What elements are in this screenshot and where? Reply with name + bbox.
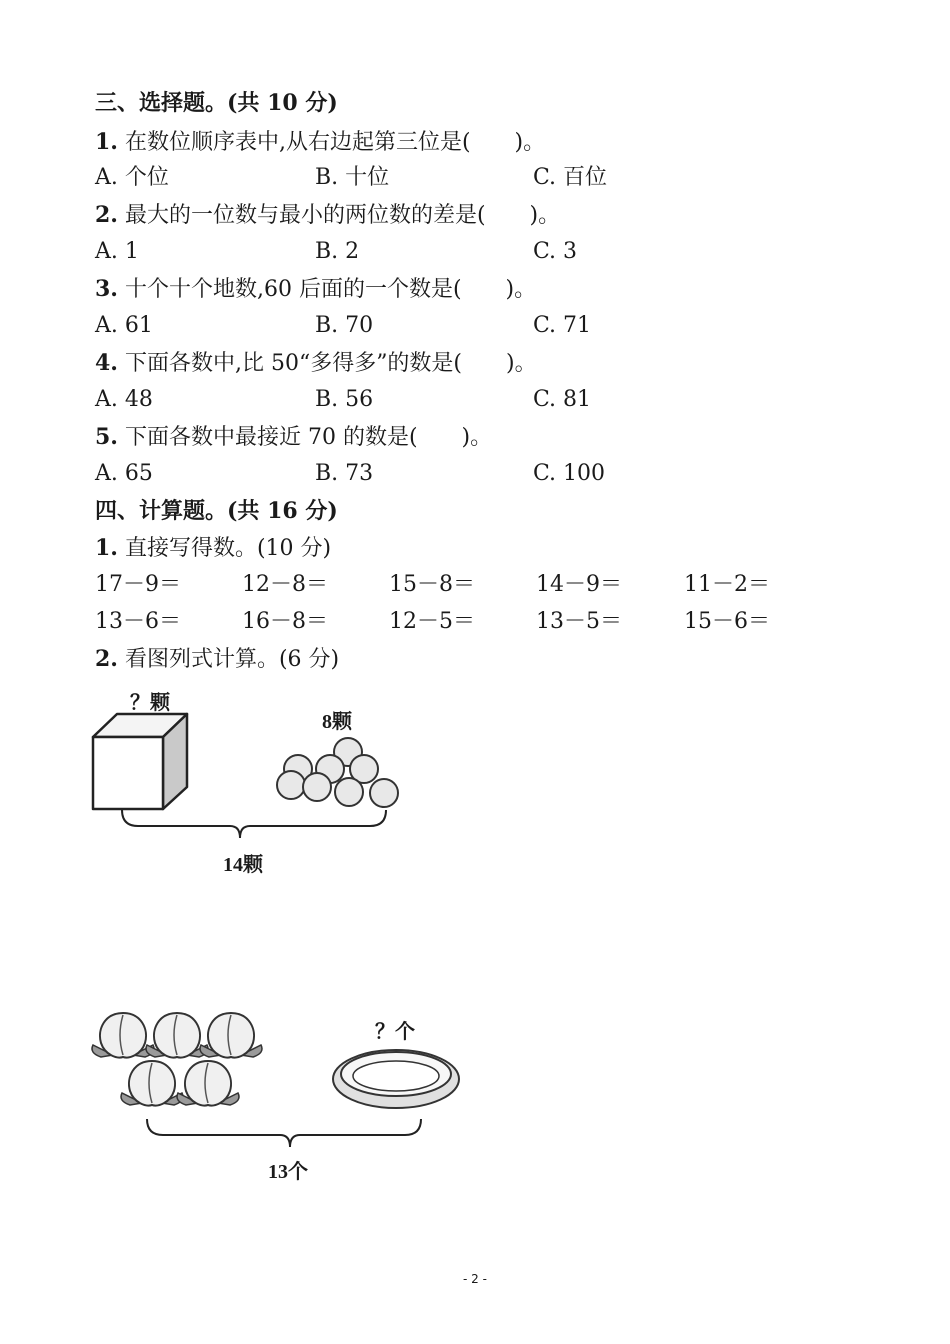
option-c[interactable]: C. 3 bbox=[533, 239, 578, 264]
option-c[interactable]: C. 百位 bbox=[533, 165, 608, 190]
section4-heading: 四、计算题。(共 16 分) bbox=[95, 498, 338, 524]
peaches-icon bbox=[92, 1013, 262, 1105]
total-count-label: 14颗 bbox=[223, 854, 263, 876]
question-text: 看图列式计算。(6 分) bbox=[117, 647, 340, 672]
option-b[interactable]: B. 56 bbox=[315, 387, 374, 412]
known-count-label: 8颗 bbox=[322, 711, 352, 733]
question-number: 4. bbox=[95, 350, 118, 376]
expression: 17－9＝ bbox=[95, 572, 181, 597]
expression: 15－6＝ bbox=[684, 609, 770, 634]
question-number: 2. bbox=[95, 646, 118, 672]
option-a[interactable]: A. 65 bbox=[95, 461, 153, 486]
question-text: 直接写得数。(10 分) bbox=[117, 536, 332, 561]
unknown-count-label: ？颗 bbox=[130, 692, 170, 714]
section3-heading: 三、选择题。(共 10 分) bbox=[95, 90, 338, 116]
option-a[interactable]: A. 48 bbox=[95, 387, 153, 412]
page-number: - 2 - bbox=[463, 1272, 487, 1286]
question-text: 下面各数中,比 50“多得多”的数是( )。 bbox=[117, 351, 537, 376]
question-text: 最大的一位数与最小的两位数的差是( )。 bbox=[117, 203, 561, 228]
question-text: 下面各数中最接近 70 的数是( )。 bbox=[117, 425, 493, 450]
option-b[interactable]: B. 73 bbox=[315, 461, 374, 486]
question-text: 十个十个地数,60 后面的一个数是( )。 bbox=[117, 277, 537, 302]
question-number: 3. bbox=[95, 276, 118, 302]
option-c[interactable]: C. 81 bbox=[533, 387, 592, 412]
expression: 15－8＝ bbox=[389, 572, 475, 597]
total-count-label: 13个 bbox=[268, 1161, 308, 1183]
question-number: 1. bbox=[95, 129, 118, 155]
total-brace bbox=[147, 1119, 421, 1147]
unknown-count-label: ？个 bbox=[375, 1021, 415, 1043]
question-text: 在数位顺序表中,从右边起第三位是( )。 bbox=[117, 130, 546, 155]
option-c[interactable]: C. 71 bbox=[533, 313, 592, 338]
expression: 13－5＝ bbox=[536, 609, 622, 634]
option-a[interactable]: A. 61 bbox=[95, 313, 153, 338]
option-b[interactable]: B. 2 bbox=[315, 239, 360, 264]
question-number: 5. bbox=[95, 424, 118, 450]
option-b[interactable]: B. 十位 bbox=[315, 165, 390, 190]
expression: 16－8＝ bbox=[242, 609, 328, 634]
plate-icon bbox=[333, 1050, 459, 1108]
option-c[interactable]: C. 100 bbox=[533, 461, 606, 486]
option-b[interactable]: B. 70 bbox=[315, 313, 374, 338]
expression: 11－2＝ bbox=[684, 572, 770, 597]
expression: 12－8＝ bbox=[242, 572, 328, 597]
option-a[interactable]: A. 个位 bbox=[95, 165, 169, 190]
option-a[interactable]: A. 1 bbox=[95, 239, 139, 264]
question-number: 1. bbox=[95, 535, 118, 561]
expression: 14－9＝ bbox=[536, 572, 622, 597]
question-number: 2. bbox=[95, 202, 118, 228]
expression: 13－6＝ bbox=[95, 609, 181, 634]
expression: 12－5＝ bbox=[389, 609, 475, 634]
